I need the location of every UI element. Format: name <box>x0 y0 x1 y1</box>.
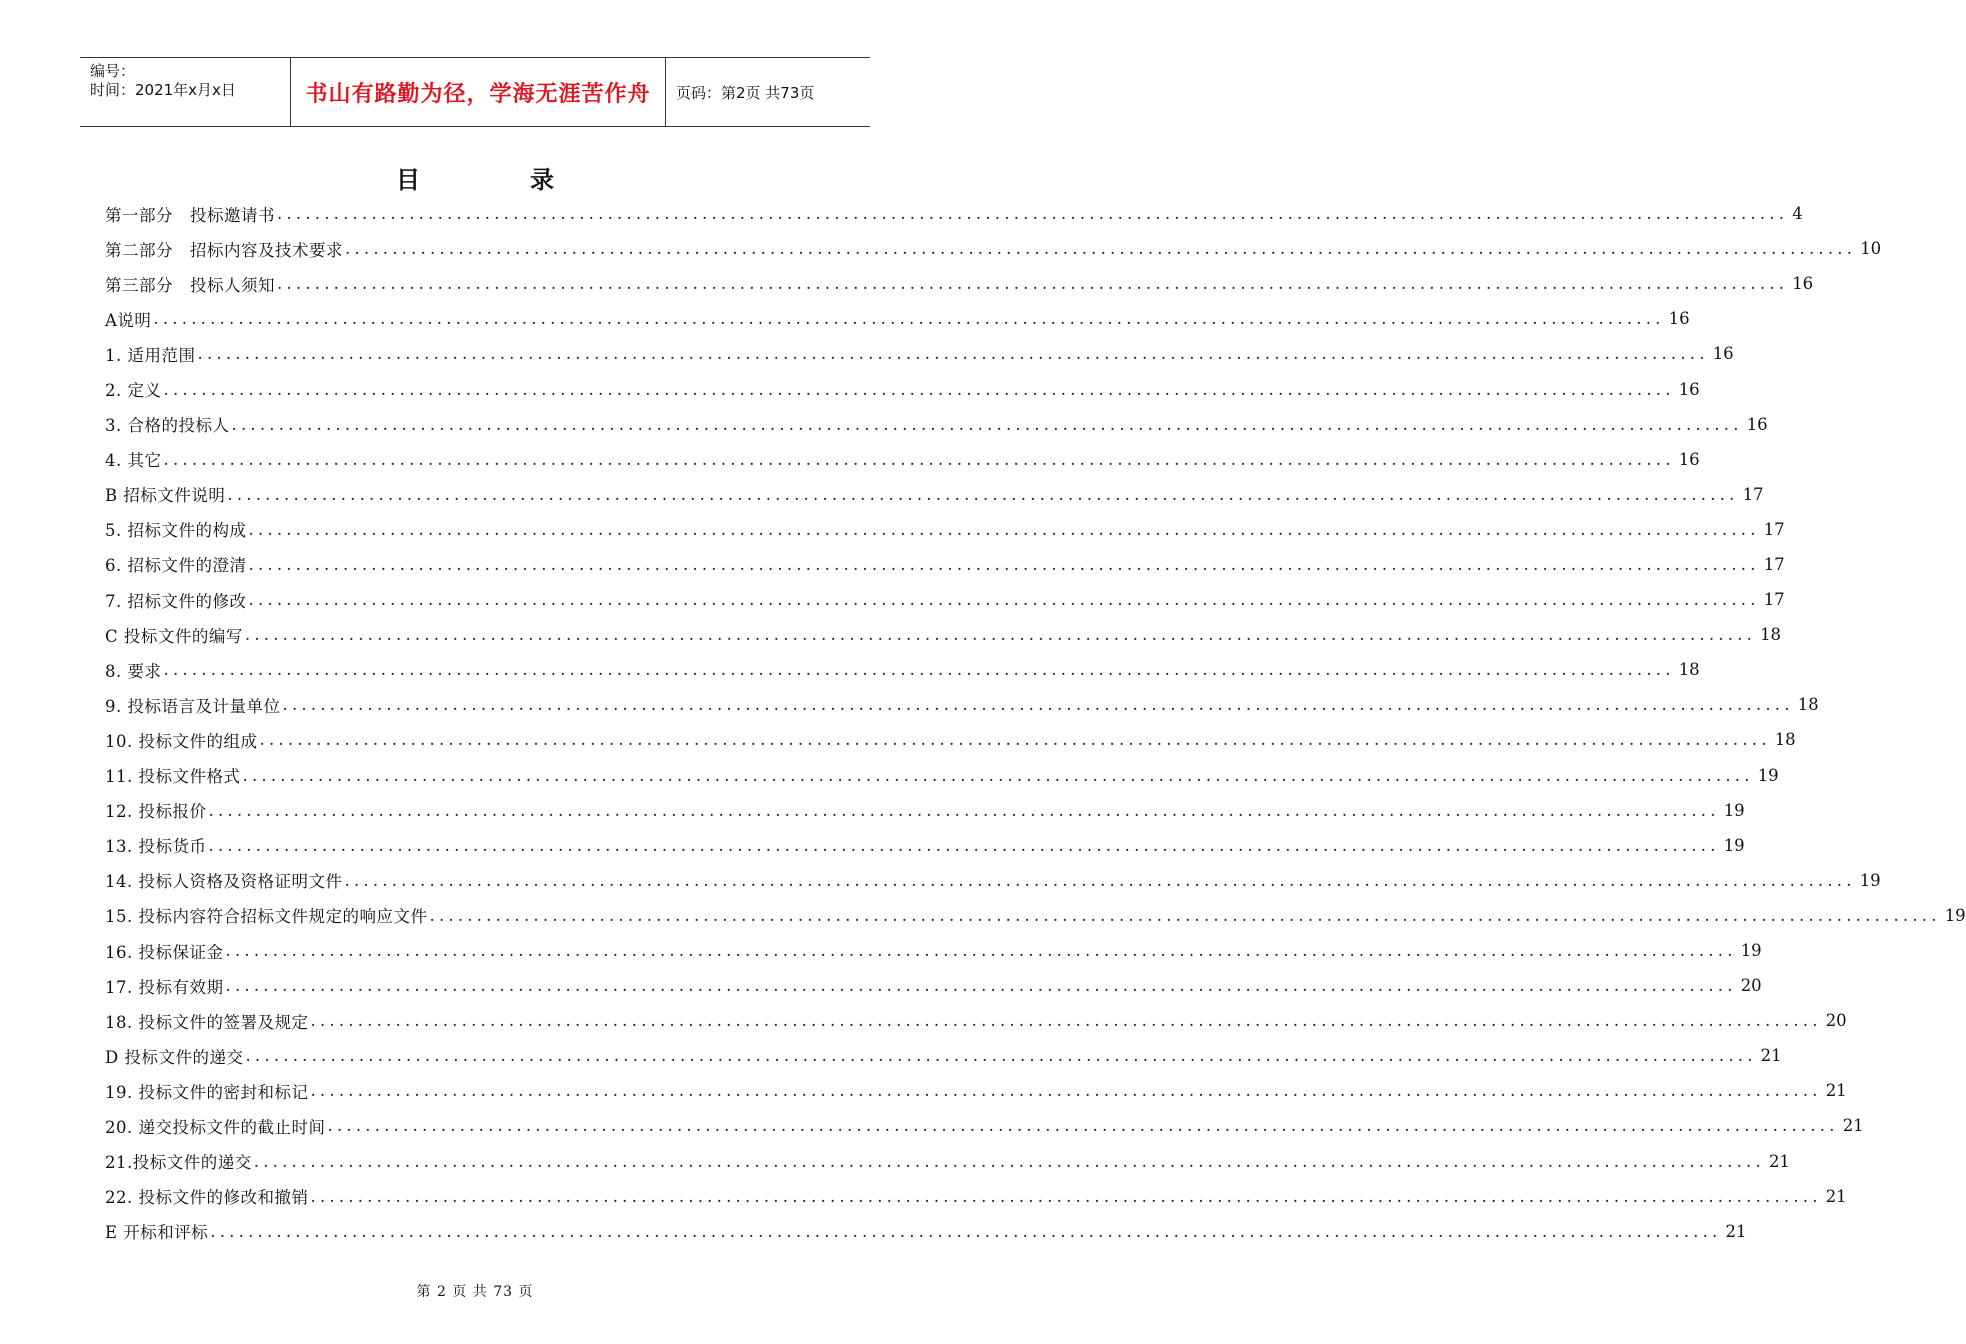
toc-entry-page: 21 <box>1760 1046 1782 1066</box>
toc-entry-page: 16 <box>1712 344 1734 364</box>
toc-dot-leader: ................................................................................................................................................................ <box>225 976 1737 996</box>
toc-entry[interactable] <box>105 722 1796 757</box>
toc-entry-label: 2. 定义 <box>105 381 162 401</box>
toc-entry-page: 18 <box>1797 695 1819 715</box>
toc-entry[interactable] <box>105 196 1803 231</box>
toc-entry-label: 9. 投标语言及计量单位 <box>105 696 281 716</box>
page-header <box>80 57 870 127</box>
toc-entry[interactable] <box>105 1214 1747 1249</box>
toc-entry-label: 12. 投标报价 <box>105 802 207 822</box>
toc-entry[interactable] <box>105 512 1785 547</box>
toc-entry-page: 16 <box>1746 414 1768 434</box>
toc-entry-label: 7. 招标文件的修改 <box>105 591 247 611</box>
toc-entry[interactable] <box>105 582 1785 617</box>
toc-entry-label: D 投标文件的递交 <box>105 1047 244 1067</box>
toc-dot-leader: ................................................................................................................................................................ <box>310 1186 1822 1206</box>
toc-entry-page: 17 <box>1763 519 1785 539</box>
toc-entry[interactable] <box>105 1003 1847 1038</box>
toc-entry-page: 17 <box>1763 554 1785 574</box>
toc-dot-leader: ................................................................................................................................................................ <box>277 204 1789 224</box>
toc-entry[interactable] <box>105 1144 1790 1179</box>
toc-entry-label: 8. 要求 <box>105 661 162 681</box>
toc-dot-leader: ................................................................................................................................................................ <box>345 239 1857 259</box>
toc-dot-leader: ................................................................................................................................................................ <box>242 765 1754 785</box>
toc-entry-page: 19 <box>1757 765 1779 785</box>
toc-dot-leader: ................................................................................................................................................................ <box>231 414 1743 434</box>
toc-entry-label: 4. 其它 <box>105 451 162 471</box>
toc-entry-page: 20 <box>1740 976 1762 996</box>
toc-entry-label: A说明 <box>105 310 152 330</box>
toc-dot-leader: ................................................................................................................................................................ <box>244 625 1757 645</box>
table-of-contents <box>105 196 1966 1249</box>
toc-entry-label: B 招标文件说明 <box>105 486 226 506</box>
toc-entry[interactable] <box>105 793 1745 828</box>
toc-entry-page: 17 <box>1763 590 1785 610</box>
toc-entry-page: 16 <box>1678 379 1700 399</box>
toc-entry[interactable] <box>105 1038 1782 1073</box>
toc-entry-label: 第二部分 招标内容及技术要求 <box>105 240 343 260</box>
toc-title <box>0 160 950 195</box>
toc-entry-page: 21 <box>1725 1221 1747 1241</box>
page-footer <box>0 1281 950 1301</box>
header-motto <box>291 58 666 126</box>
toc-entry[interactable] <box>105 652 1700 687</box>
toc-entry-label: 16. 投标保证金 <box>105 942 224 962</box>
toc-entry-page: 10 <box>1860 239 1882 259</box>
toc-dot-leader: ................................................................................................................................................................ <box>248 554 1760 574</box>
toc-dot-leader: ................................................................................................................................................................ <box>208 800 1720 820</box>
toc-dot-leader: ................................................................................................................................................................ <box>259 730 1771 750</box>
toc-dot-leader: ................................................................................................................................................................ <box>197 344 1709 364</box>
toc-dot-leader: ................................................................................................................................................................ <box>153 309 1665 329</box>
toc-dot-leader: ................................................................................................................................................................ <box>227 484 1739 504</box>
toc-entry-label: 14. 投标人资格及资格证明文件 <box>105 872 343 892</box>
toc-entry[interactable] <box>105 477 1764 512</box>
toc-dot-leader: ................................................................................................................................................................ <box>310 1011 1822 1031</box>
toc-entry[interactable] <box>105 1108 1864 1143</box>
toc-dot-leader: ................................................................................................................................................................ <box>248 519 1760 539</box>
toc-dot-leader: ................................................................................................................................................................ <box>277 274 1789 294</box>
toc-entry-page: 21 <box>1825 1186 1847 1206</box>
toc-entry-label: 3. 合格的投标人 <box>105 416 230 436</box>
title-char-1: 目 <box>396 166 420 194</box>
toc-entry-label: 第三部分 投标人须知 <box>105 275 275 295</box>
toc-dot-leader: ................................................................................................................................................................ <box>344 870 1856 890</box>
toc-entry[interactable] <box>105 617 1782 652</box>
toc-entry[interactable] <box>105 1073 1847 1108</box>
toc-entry-label: 17. 投标有效期 <box>105 977 224 997</box>
toc-entry[interactable] <box>105 968 1762 1003</box>
toc-entry[interactable] <box>105 828 1745 863</box>
toc-entry-label: 6. 招标文件的澄清 <box>105 556 247 576</box>
toc-entry-page: 16 <box>1792 274 1814 294</box>
toc-entry-page: 18 <box>1774 730 1796 750</box>
toc-entry-label: 19. 投标文件的密封和标记 <box>105 1082 309 1102</box>
toc-dot-leader: ................................................................................................................................................................ <box>210 1221 1722 1241</box>
toc-dot-leader: ................................................................................................................................................................ <box>429 905 1941 925</box>
toc-entry-label: 18. 投标文件的签署及规定 <box>105 1012 309 1032</box>
toc-entry-label: 第一部分 投标邀请书 <box>105 205 275 225</box>
toc-entry[interactable] <box>105 231 1882 266</box>
toc-entry-label: C 投标文件的编写 <box>105 626 243 646</box>
toc-entry[interactable] <box>105 933 1762 968</box>
header-meta <box>80 58 291 126</box>
toc-entry-label: 5. 招标文件的构成 <box>105 521 247 541</box>
toc-entry-page: 21 <box>1842 1116 1864 1136</box>
toc-dot-leader: ................................................................................................................................................................ <box>253 1151 1765 1171</box>
toc-dot-leader: ................................................................................................................................................................ <box>163 379 1675 399</box>
toc-entry-page: 18 <box>1760 625 1782 645</box>
motto-text: 书山有路勤为径，学海无涯苦作舟 <box>305 81 651 107</box>
number-label: 编号： <box>90 62 136 80</box>
toc-entry[interactable] <box>105 371 1700 406</box>
toc-entry-label: 1. 适用范围 <box>105 345 196 365</box>
toc-dot-leader: ................................................................................................................................................................ <box>310 1081 1822 1101</box>
toc-entry-page: 19 <box>1859 870 1881 890</box>
header-page-info <box>666 58 870 126</box>
toc-entry[interactable] <box>105 547 1785 582</box>
toc-dot-leader: ................................................................................................................................................................ <box>245 1046 1757 1066</box>
toc-entry-label: 11. 投标文件格式 <box>105 767 241 787</box>
toc-entry-label: 10. 投标文件的组成 <box>105 731 258 751</box>
toc-entry-page: 18 <box>1678 660 1700 680</box>
toc-entry[interactable] <box>105 687 1819 722</box>
toc-entry-page: 19 <box>1723 800 1745 820</box>
toc-entry[interactable] <box>105 898 1966 933</box>
toc-entry-label: 13. 投标货币 <box>105 837 207 857</box>
footer-page-number: 第 2 页 共 73 页 <box>416 1284 534 1300</box>
toc-entry-label: 20. 递交投标文件的截止时间 <box>105 1117 326 1137</box>
toc-entry[interactable] <box>105 407 1768 442</box>
toc-entry-page: 19 <box>1740 941 1762 961</box>
toc-entry[interactable] <box>105 1179 1847 1214</box>
toc-entry[interactable] <box>105 863 1881 898</box>
title-char-2: 录 <box>530 166 554 194</box>
toc-entry-page: 20 <box>1825 1011 1847 1031</box>
toc-entry-page: 4 <box>1792 204 1803 224</box>
toc-entry-page: 17 <box>1742 484 1764 504</box>
toc-dot-leader: ................................................................................................................................................................ <box>163 449 1675 469</box>
toc-entry-page: 16 <box>1668 309 1690 329</box>
toc-entry[interactable] <box>105 442 1700 477</box>
time-label: 时间：2021年x月x日 <box>90 81 236 99</box>
toc-entry-page: 21 <box>1768 1151 1790 1171</box>
toc-entry[interactable] <box>105 758 1779 793</box>
toc-entry-label: 22. 投标文件的修改和撤销 <box>105 1188 309 1208</box>
toc-entry-page: 19 <box>1944 905 1966 925</box>
toc-dot-leader: ................................................................................................................................................................ <box>327 1116 1839 1136</box>
toc-entry[interactable] <box>105 266 1814 301</box>
page-info-text: 页码：第2页 共73页 <box>676 83 815 102</box>
toc-entry-page: 21 <box>1825 1081 1847 1101</box>
toc-entry-label: 21.投标文件的递交 <box>105 1153 252 1173</box>
toc-dot-leader: ................................................................................................................................................................ <box>163 660 1675 680</box>
toc-dot-leader: ................................................................................................................................................................ <box>282 695 1794 715</box>
toc-entry-label: E 开标和评标 <box>105 1223 209 1243</box>
toc-entry-label: 15. 投标内容符合招标文件规定的响应文件 <box>105 907 428 927</box>
toc-entry-page: 19 <box>1723 835 1745 855</box>
toc-entry[interactable] <box>105 301 1690 336</box>
toc-entry-page: 16 <box>1678 449 1700 469</box>
toc-entry[interactable] <box>105 336 1734 371</box>
toc-dot-leader: ................................................................................................................................................................ <box>225 941 1737 961</box>
toc-dot-leader: ................................................................................................................................................................ <box>248 590 1760 610</box>
toc-dot-leader: ................................................................................................................................................................ <box>208 835 1720 855</box>
